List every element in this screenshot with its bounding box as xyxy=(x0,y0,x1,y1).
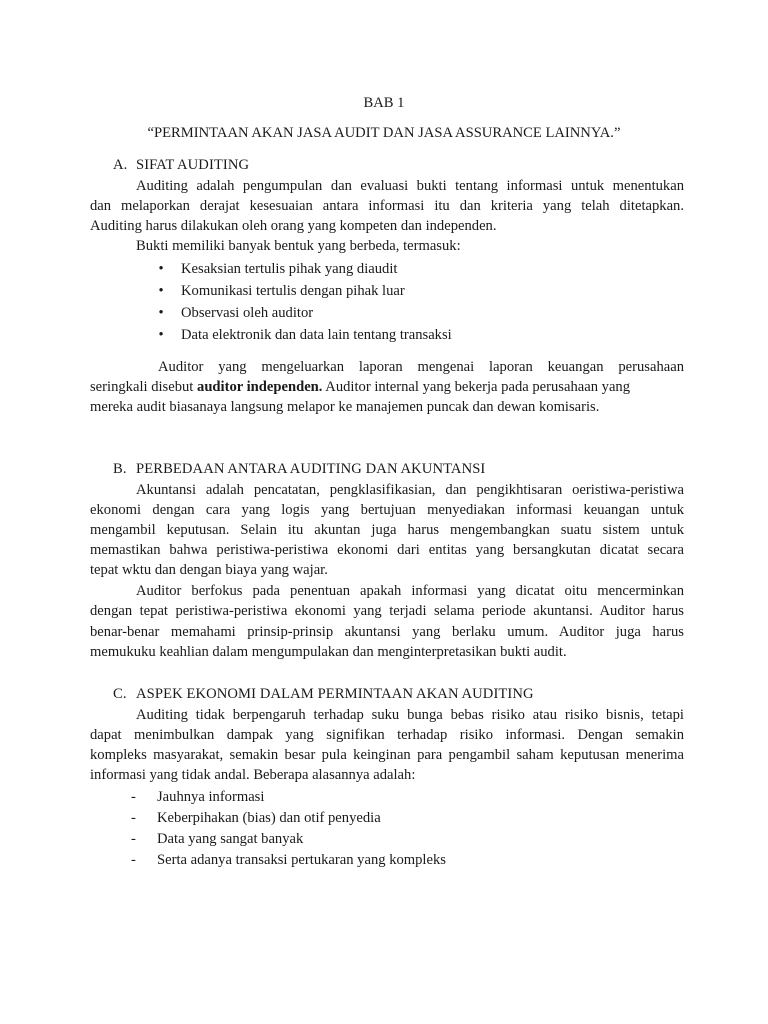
section-b-para2-line2: dengan tepat peristiwa-peristiwa ekonomi yang terjadi selama periode akuntansi. Auditor harus xyxy=(90,603,684,619)
section-a-para2: Bukti memiliki banyak bentuk yang berbeda, termasuk: xyxy=(136,238,461,254)
section-a-heading: SIFAT AUDITING xyxy=(136,157,250,173)
chapter-label: BAB 1 xyxy=(363,95,405,111)
section-c-letter: C. xyxy=(113,686,127,702)
section-a-letter: A. xyxy=(113,157,128,173)
section-b-para1-line2: ekonomi dengan cara yang logis yang bertujuan menyediakan informasi keuangan untuk xyxy=(90,502,684,518)
section-a-para1-line1: Auditing adalah pengumpulan dan evaluasi bukti tentang informasi untuk menentukan xyxy=(136,178,684,194)
list-item: Observasi oleh auditor xyxy=(181,305,314,321)
section-a-para1-line3: Auditing harus dilakukan oleh orang yang kompeten dan independen. xyxy=(90,218,497,234)
section-b-para2-line3: benar-benar memahami prinsip-prinsip akuntansi yang berlaku umum. Auditor juga harus xyxy=(90,624,684,640)
section-b-para1-line3: mengambil keputusan. Selain itu akuntan juga harus mengembangkan suatu sistem untuk xyxy=(90,522,684,538)
dash-marker: - xyxy=(131,831,136,847)
section-a-para3-line1: Auditor yang mengeluarkan laporan mengenai laporan keuangan perusahaan xyxy=(158,359,684,375)
list-item: Serta adanya transaksi pertukaran yang kompleks xyxy=(157,852,446,868)
section-b-para1-line1: Akuntansi adalah pencatatan, pengklasifikasian, dan pengikhtisaran oeristiwa-peristiwa xyxy=(136,482,684,498)
bullet-icon: • xyxy=(158,261,164,277)
bullet-icon: • xyxy=(158,327,164,343)
list-item: Komunikasi tertulis dengan pihak luar xyxy=(181,283,405,299)
bullet-icon: • xyxy=(158,305,164,321)
section-b-para2-line4: memukuku keahlian dalam mengumpulakan dan menginterpretasikan bukti audit. xyxy=(90,644,567,660)
list-item: Data yang sangat banyak xyxy=(157,831,304,847)
bullet-icon: • xyxy=(158,283,164,299)
section-a-para3-line3: mereka audit biasanaya langsung melapor ke manajemen puncak dan dewan komisaris. xyxy=(90,399,600,415)
section-a-para3-line2 xyxy=(90,377,630,397)
section-c-para1-line3: kompleks masyarakat, semakin besar pula keinginan para pengambil saham keputusan menerima xyxy=(90,747,684,763)
section-c-para1-line1: Auditing tidak berpengaruh terhadap suku bunga bebas risiko atau risiko bisnis, tetapi xyxy=(136,707,684,723)
section-b-letter: B. xyxy=(113,461,127,477)
section-b-heading: PERBEDAAN ANTARA AUDITING DAN AKUNTANSI xyxy=(136,461,486,477)
document-title: “PERMINTAAN AKAN JASA AUDIT DAN JASA ASSURANCE LAINNYA.” xyxy=(147,125,621,141)
section-c-heading: ASPEK EKONOMI DALAM PERMINTAAN AKAN AUDITING xyxy=(136,686,534,702)
dash-marker: - xyxy=(131,810,136,826)
bold-term: auditor independen. xyxy=(197,379,323,395)
section-c-para1-line2: dapat menimbulkan dampak yang signifikan terhadap risiko informasi. Dengan semakin xyxy=(90,727,684,743)
section-a-para1-line2: dan melaporkan derajat kesesuaian antara informasi itu dan kriteria yang telah ditetapkan. xyxy=(90,198,684,214)
section-b-para2-line1: Auditor berfokus pada penentuan apakah informasi yang dicatat oitu mencerminkan xyxy=(136,583,684,599)
list-item: Data elektronik dan data lain tentang transaksi xyxy=(181,327,452,343)
list-item: Keberpihakan (bias) dan otif penyedia xyxy=(157,810,381,826)
section-c-para1-line4: informasi yang tidak andal. Beberapa alasannya adalah: xyxy=(90,767,416,783)
dash-marker: - xyxy=(131,789,136,805)
para3-text-post: Auditor internal yang bekerja pada perusahaan yang xyxy=(322,379,631,395)
section-b-para1-line4: memastikan bahwa peristiwa-peristiwa ekonomi dari entitas yang bersangkutan dicatat secara xyxy=(90,542,684,558)
list-item: Kesaksian tertulis pihak yang diaudit xyxy=(181,261,398,277)
dash-marker: - xyxy=(131,852,136,868)
para3-text-pre: seringkali disebut xyxy=(90,379,198,395)
section-b-para1-line5: tepat wktu dan dengan biaya yang wajar. xyxy=(90,562,328,578)
list-item: Jauhnya informasi xyxy=(157,789,265,805)
